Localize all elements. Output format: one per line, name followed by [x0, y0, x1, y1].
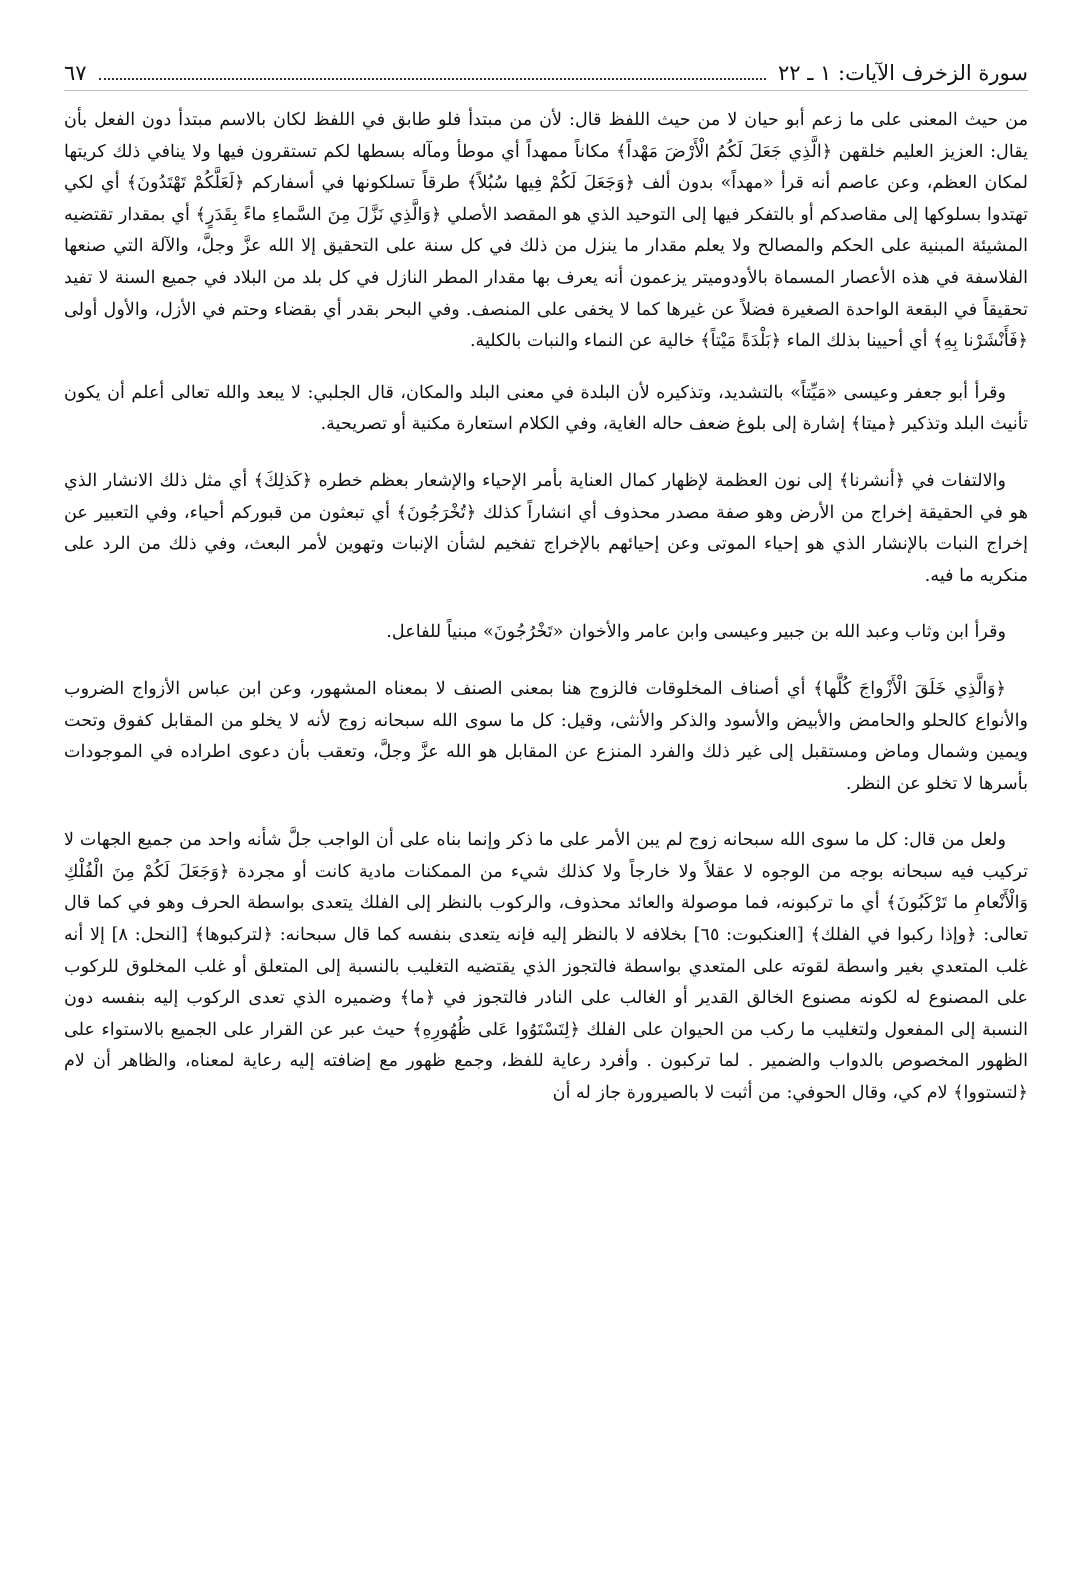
paragraph: ولعل من قال: كل ما سوى الله سبحانه زوج لم يبن الأمر على ما ذكر وإنما بناه على أن الواجب جلَّ شأنه واحد من جميع الجهات لا تركيب فيه سبحانه بوجه من الوجوه لا عقلاً ولا خارجاً ولا كذلك شيء من الممكنات مادية كانت أو مجردة ﴿وَجَعَلَ لَكُمْ مِنَ الْفُلْكِ وَالْأَنْعامِ ما تَرْكَبُونَ﴾ أي ما تركبونه، فما موصولة والعائد محذوف، والركوب بالنظر إلى الفلك يتعدى بواسطة الحرف وهو في كما قال تعالى: ﴿وإذا ركبوا في الفلك﴾ [العنكبوت: ٦٥] بخلافه لا بالنظر إليه فإنه يتعدى بنفسه كما قال سبحانه: ﴿لتركبوها﴾ [النحل: ٨] إلا أنه غلب المتعدي بغير واسطة لقوته على المتعدي بواسطة فالتجوز الذي يقتضيه التغليب بالنسبة إلى المتعلق أو غلب المخلوق للركوب على المصنوع له لكونه مصنوع الخالق القدير أو الغالب على النادر فالتجوز في ﴿ما﴾ وضميره الذي تعدى الركوب إليه بنفسه دون النسبة إلى المفعول ولتغليب ما ركب من الحيوان على الفلك ﴿لِتَسْتَوُوا عَلى ظُهُورِهِ﴾ حيث عبر عن القرار على الجميع بالاستواء على الظهور المخصوص بالدواب والضمير . لما تركبون . وأفرد رعاية للفظ، وجمع ظهور مع إضافته إليه رعاية لمعناه، والظاهر أن لام ﴿لتستووا﴾ لام كي، وقال الحوفي: من أثبت لا بالصيرورة جاز له أن [64, 830, 1028, 1104]
paragraph: ﴿وَالَّذِي خَلَقَ الْأَزْواجَ كُلَّها﴾ أي أصناف المخلوقات فالزوج هنا بمعنى الصنف لا بمعناه المشهور، وعن ابن عباس الأزواج الضروب والأنواع كالحلو والحامض والأبيض والأسود والذكر والأنثى، وقيل: كل ما سوى الله سبحانه زوج لأنه لا يخلو من المقابل كفوق وتحت ويمين وشمال وماض ومستقبل إلى غير ذلك والفرد المنزع عن المقابل هو الله عزَّ وجلَّ، وتعقب بأن دعوى اطراده في الموجودات بأسرها لا تخلو عن النظر. [64, 678, 1028, 794]
paragraph: من حيث المعنى على ما زعم أبو حيان لا من حيث اللفظ قال: لأن من مبتدأ فلو طابق في اللفظ لكان بالاسم مبتدأ دون الفعل بأن يقال: العزيز العليم خلقهن ﴿الَّذِي جَعَلَ لَكُمُ الْأَرْضَ مَهْداً﴾ مكاناً ممهداً أي موطأ ومآله بسطها لكم تستقرون فيها ولا ينافي ذلك كريتها لمكان العظم، وعن عاصم أنه قرأ «مهداً» بدون ألف ﴿وَجَعَلَ لَكُمْ فِيها سُبُلاً﴾ طرقاً تسلكونها في أسفاركم ﴿لَعَلَّكُمْ تَهْتَدُونَ﴾ أي لكي تهتدوا بسلوكها إلى مقاصدكم أو بالتفكر فيها إلى التوحيد الذي هو المقصد الأصلي ﴿وَالَّذِي نَزَّلَ مِنَ السَّماءِ ماءً بِقَدَرٍ﴾ أي بمقدار تقتضيه المشيئة المبنية على الحكم والمصالح ولا يعلم مقدار ما ينزل من ذلك في كل سنة على التحقيق إلا الله عزَّ وجلَّ، والآلة التي صنعها الفلاسفة في هذه الأعصار المسماة بالأودوميتر يزعمون أنه يعرف بها مقدار المطر النازل في كل بلد من البلاد في جميع السنة لا تفيد تحقيقاً في البقعة الواحدة الصغيرة فضلاً عن غيرها كما لا يخفى على المنصف. وفي البحر بقدر أي بقضاء وحتم في الأزل، والأول أولى ﴿فَأَنْشَرْنا بِهِ﴾ أي أحيينا بذلك الماء ﴿بَلْدَةً مَيْتاً﴾ خالية عن النماء والنبات بالكلية. [64, 110, 1028, 352]
paragraph: وقرأ ابن وثاب وعبد الله بن جبير وعيسى وابن عامر والأخوان «تَخْرُجُونَ» مبنياً للفاعل. [386, 622, 1006, 643]
running-header [64, 58, 1028, 91]
leader-dots [99, 78, 766, 80]
paragraph: والالتفات في ﴿أنشرنا﴾ إلى نون العظمة لإظهار كمال العناية بأمر الإحياء والإشعار بعظم خطره ﴿كَذلِكَ﴾ أي مثل ذلك الانشار الذي هو في الحقيقة إخراج من الأرض وهو صفة مصدر محذوف أي انشاراً كذلك ﴿تُخْرَجُونَ﴾ أي تبعثون من قبوركم أحياء، وفي التعبير عن إخراج النبات بالإنشار الذي هو إحياء الموتى وعن إحيائهم بالإخراج تفخيم لشأن الإنبات وتهوين لأمر البعث، وفي ذلك من الرد على منكريه ما فيه. [64, 470, 1028, 586]
paragraph: وقرأ أبو جعفر وعيسى «مَيِّتاً» بالتشديد، وتذكيره لأن البلدة في معنى البلد والمكان، قال الجلبي: لا يبعد والله تعالى أعلم أن يكون تأنيث البلد وتذكير ﴿ميتا﴾ إشارة إلى بلوغ ضعف حاله الغاية، وفي الكلام استعارة مكنية أو تصريحية. [64, 382, 1028, 435]
page-number: ٦٧ [64, 61, 87, 85]
surah-title: سورة الزخرف الآيات: ١ ـ ٢٢ [777, 61, 1028, 85]
book-page [64, 58, 1028, 1558]
